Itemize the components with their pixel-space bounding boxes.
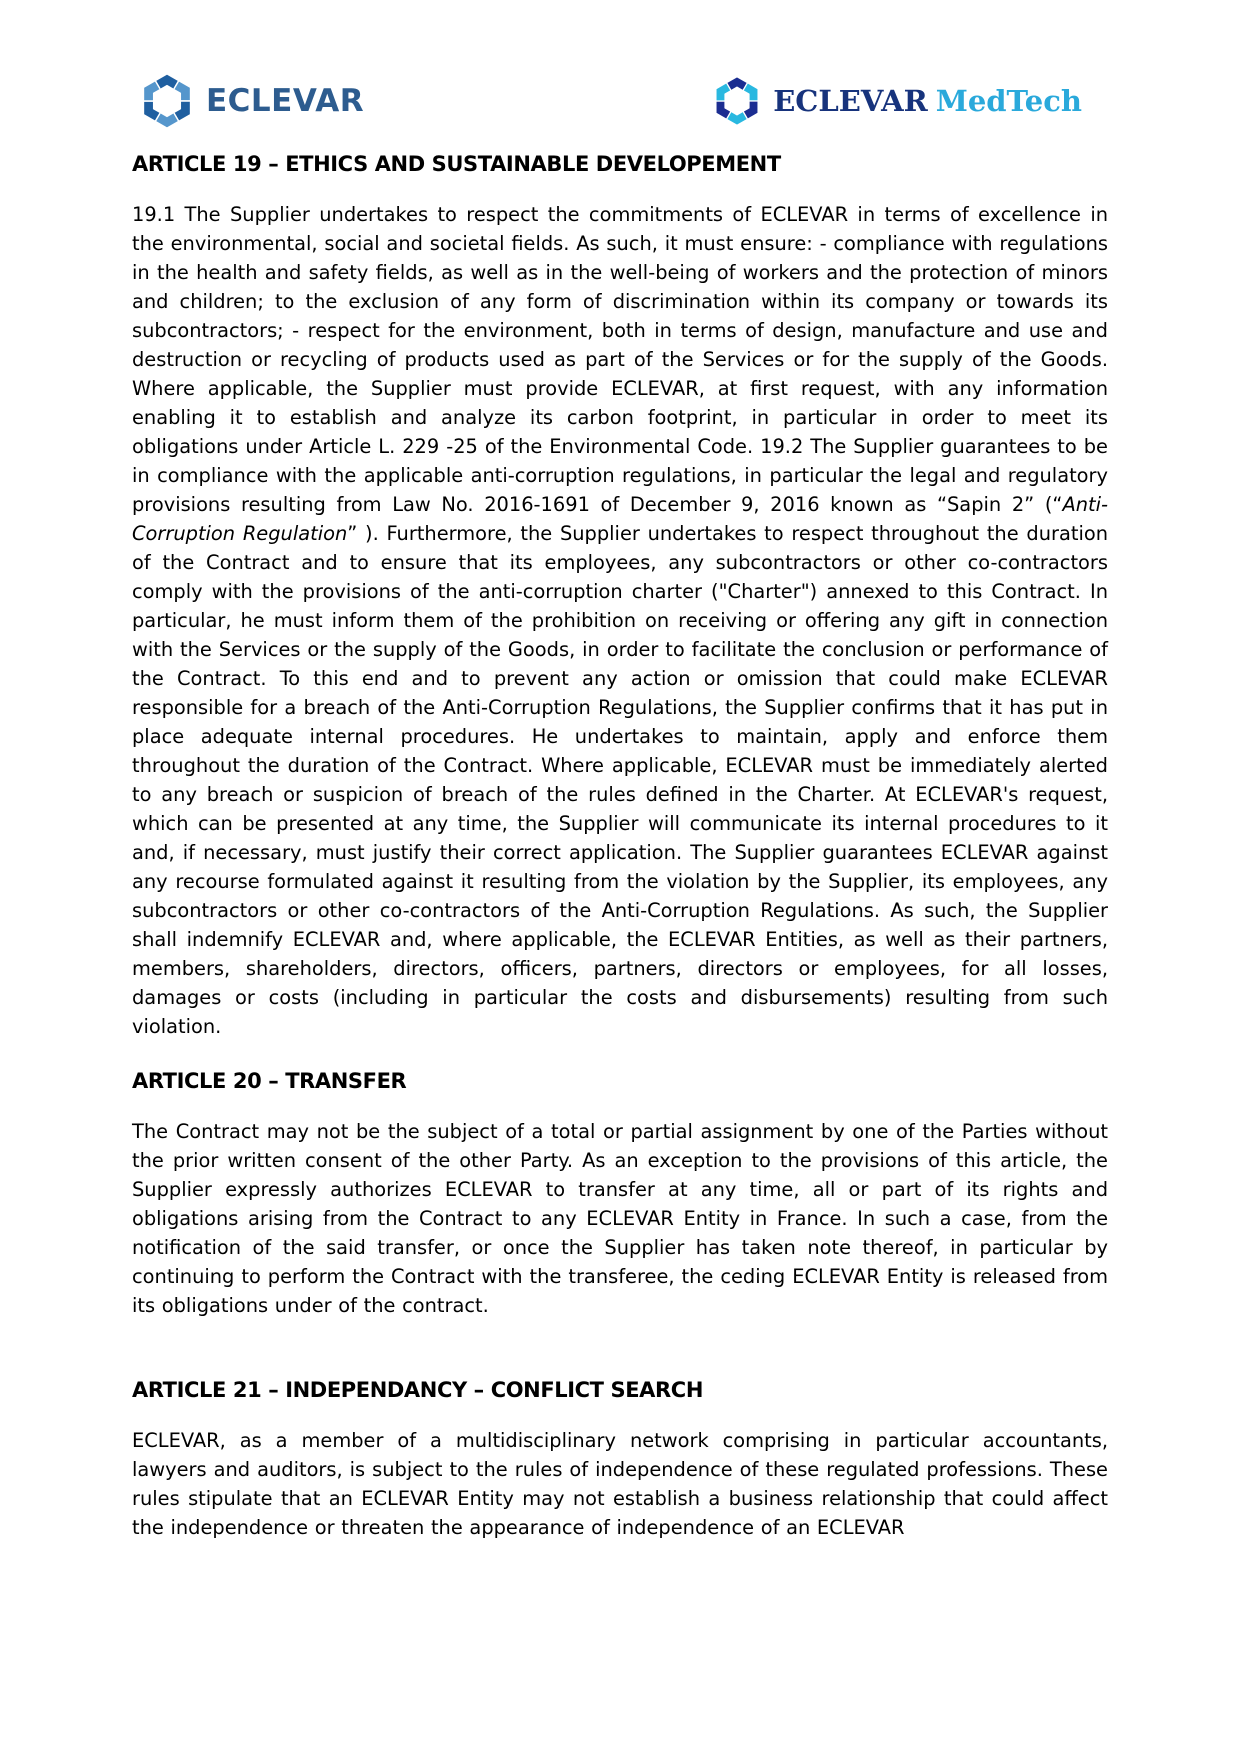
header <box>132 72 1108 130</box>
eclevar-medtech-logo <box>711 75 1082 127</box>
eclevar-medtech-logo-text <box>773 84 1082 118</box>
eclevar-medtech-logo-text-primary: ECLEVAR <box>773 84 928 118</box>
article-20-heading: ARTICLE 20 – TRANSFER <box>132 1069 407 1093</box>
article-19-body-part-1: 19.1 The Supplier undertakes to respect the commitments of ECLEVAR in terms of excellence in the environmental, social and societal fields. As such, it must ensure: - compliance with regulations in the health and safety fields, as well as in the well-being of workers and the protection of minors and children; to the exclusion of any form of discrimination within its company or towards its subcontractors; - respect for the environment, both in terms of design, manufacture and use and destruction or recycling of products used as part of the Services or for the supply of the Goods. Where applicable, the Supplier must provide ECLEVAR, at first request, with any information enabling it to establish and analyze its carbon footprint, in particular in order to meet its obligations under Article L. 229 -25 of the Environmental Code. 19.2 The Supplier guarantees to be in compliance with the applicable anti-corruption regulations, in particular the legal and regulatory provisions resulting from Law No. 2016-1691 of December 9, 2016 known as “Sapin 2” (“ <box>132 203 1108 516</box>
article-19-body <box>132 200 1108 1041</box>
article-20-body: The Contract may not be the subject of a total or partial assignment by one of the Parties without the prior written consent of the other Party. As an exception to the provisions of this article, the Supplier expressly authorizes ECLEVAR to transfer at any time, all or part of its rights and obligations arising from the Contract to any ECLEVAR Entity in France. In such a case, from the notification of the said transfer, or once the Supplier has taken note thereof, in particular by continuing to perform the Contract with the transferee, the ceding ECLEVAR Entity is released from its obligations under of the contract. <box>132 1120 1108 1317</box>
article-19-body-part-2: ” ). Furthermore, the Supplier undertakes to respect throughout the duration of the Contract and to ensure that its employees, any subcontractors or other co-contractors comply with the provisions of the anti-corruption charter ("Charter") annexed to this Contract. In particular, he must inform them of the prohibition on receiving or offering any gift in connection with the Services or the supply of the Goods, in order to facilitate the conclusion or performance of the Contract. To this end and to prevent any action or omission that could make ECLEVAR responsible for a breach of the Anti-Corruption Regulations, the Supplier confirms that it has put in place adequate internal procedures. He undertakes to maintain, apply and enforce them throughout the duration of the Contract. Where applicable, ECLEVAR must be immediately alerted to any breach or suspicion of breach of the rules defined in the Charter. At ECLEVAR's request, which can be presented at any time, the Supplier will communicate its internal procedures to it and, if necessary, must justify their correct application. The Supplier guarantees ECLEVAR against any recourse formulated against it resulting from the violation by the Supplier, its employees, any subcontractors or other co-contractors of the Anti-Corruption Regulations. As such, the Supplier shall indemnify ECLEVAR and, where applicable, the ECLEVAR Entities, as well as their partners, members, shareholders, directors, officers, partners, directors or employees, for all losses, damages or costs (including in particular the costs and disbursements) resulting from such violation. <box>132 522 1108 1038</box>
article-21 <box>132 1378 1108 1542</box>
eclevar-medtech-hexagon-icon <box>711 75 763 127</box>
eclevar-medtech-logo-text-secondary: MedTech <box>935 84 1082 118</box>
article-19-body-italic: Anti-Corruption Regulation <box>132 493 1108 545</box>
eclevar-hexagon-icon <box>138 72 196 130</box>
eclevar-logo-text: ECLEVAR <box>206 83 365 119</box>
article-20 <box>132 1069 1108 1320</box>
eclevar-logo <box>138 72 364 130</box>
article-21-heading: ARTICLE 21 – INDEPENDANCY – CONFLICT SEARCH <box>132 1378 703 1402</box>
article-21-body: ECLEVAR, as a member of a multidisciplinary network comprising in particular accountants, lawyers and auditors, is subject to the rules of independence of these regulated professions. These rules stipulate that an ECLEVAR Entity may not establish a business relationship that could affect the independence or threaten the appearance of independence of an ECLEVAR <box>132 1429 1108 1539</box>
article-19 <box>132 152 1108 1041</box>
article-19-heading: ARTICLE 19 – ETHICS AND SUSTAINABLE DEVELOPEMENT <box>132 152 781 176</box>
